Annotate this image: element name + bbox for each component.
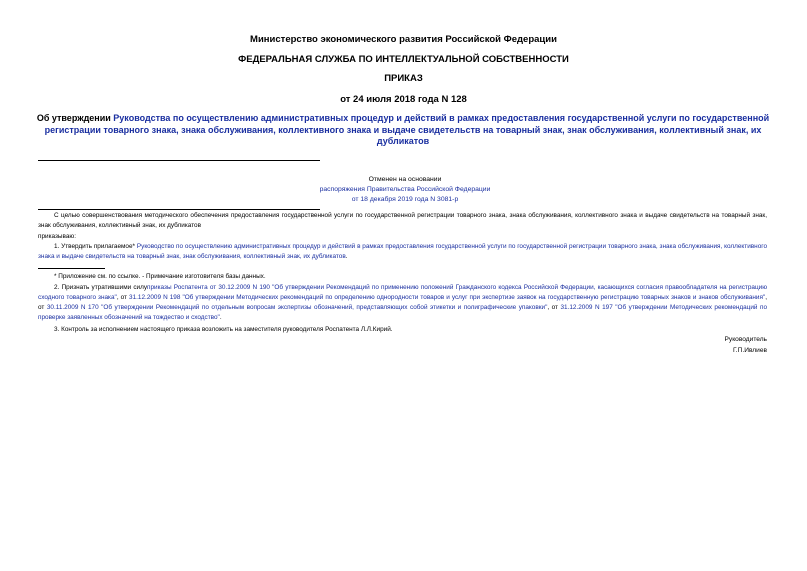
- service-name: ФЕДЕРАЛЬНАЯ СЛУЖБА ПО ИНТЕЛЛЕКТУАЛЬНОЙ СОБСТВЕННОСТИ: [238, 54, 569, 65]
- document-title: [34, 113, 772, 148]
- signature-name: Г.П.Ивлиев: [733, 347, 767, 354]
- footnote: * Приложение см. по ссылке. - Примечание изготовителя базы данных.: [54, 273, 266, 280]
- document-type: ПРИКАЗ: [384, 73, 423, 84]
- cancellation-link-date[interactable]: от 18 декабря 2019 года N 3081-р: [351, 196, 459, 203]
- divider: [38, 160, 320, 161]
- intro-paragraph: С целью совершенствования методического обеспечения предоставления государственной услуги по государственной регистрации товарного знака, знака обслуживания, коллективного знака и выдаче свидетельств на товарный знак, знак обслуживания, коллективный знак, их дубликатов: [38, 212, 767, 229]
- p2-text: , от: [38, 294, 767, 311]
- p2-text: , от: [547, 304, 561, 311]
- signature-role: Руководитель: [724, 336, 767, 343]
- p2-text: , от: [116, 294, 130, 301]
- p1-prefix: 1. Утвердить прилагаемое*: [54, 243, 137, 250]
- p2-link-order-197[interactable]: 31.12.2009 N 197 "Об утверждении Методических рекомендаций по проверке заявленных обозначений на тождество и сходство": [38, 304, 767, 321]
- paragraph-1: [38, 242, 767, 262]
- p2-link-order-190[interactable]: приказы Роспатента от 30.12.2009 N 190 "Об утверждении Рекомендаций по применению положений Гражданского кодекса Российской Федерации, касающихся согласия правообладателя на регистрацию сходного товарного знака": [38, 284, 767, 301]
- paragraph-2: [38, 283, 767, 323]
- title-prefix: Об утверждении: [36, 113, 114, 123]
- ministry-name: Министерство экономического развития Российской Федерации: [250, 34, 557, 45]
- p2-link-order-198[interactable]: 31.12.2009 N 198 "Об утверждении Методических рекомендаций по определению однородности товаров и услуг при экспертизе заявок на государственную регистрацию товарных знаков и знаков обслуживания": [129, 294, 766, 301]
- footnote-divider: [38, 268, 105, 269]
- cancellation-text: Отменен на основании: [368, 176, 442, 183]
- p2-text: 2. Признать утратившими силу: [54, 284, 148, 291]
- document-date: от 24 июля 2018 года N 128: [340, 94, 467, 105]
- divider: [38, 209, 320, 210]
- p1-end: .: [345, 253, 348, 260]
- order-word: приказываю:: [38, 233, 76, 240]
- p1-guide-link[interactable]: Руководство по осуществлению административных процедур и действий в рамках предоставления государственной услуги по государственной регистрации товарного знака, знака обслуживания, коллективного знака и выдаче свидетельств на товарный знак, знак обслуживания, коллективный знак, их дубликатов: [38, 243, 768, 260]
- p2-link-order-170[interactable]: 30.11.2009 N 170 "Об утверждении Рекомендаций по отдельным вопросам экспертизы обозначений, представляющих собой этикетки и полиграфические упаковки": [46, 304, 548, 311]
- paragraph-3: 3. Контроль за исполнением настоящего приказа возложить на заместителя руководителя Роспатента Л.Л.Кирий.: [54, 326, 393, 333]
- title-guide-link[interactable]: Руководства по осуществлению административных процедур и действий в рамках предоставления государственной услуги по государственной регистрации товарного знака, знака обслуживания, коллективного знака и выдаче свидетельств на товарный знак, знак обслуживания, коллективный знак, их дубликатов: [44, 113, 770, 146]
- p2-text: .: [219, 314, 222, 321]
- cancellation-link-order[interactable]: распоряжения Правительства Российской Федерации: [319, 186, 491, 193]
